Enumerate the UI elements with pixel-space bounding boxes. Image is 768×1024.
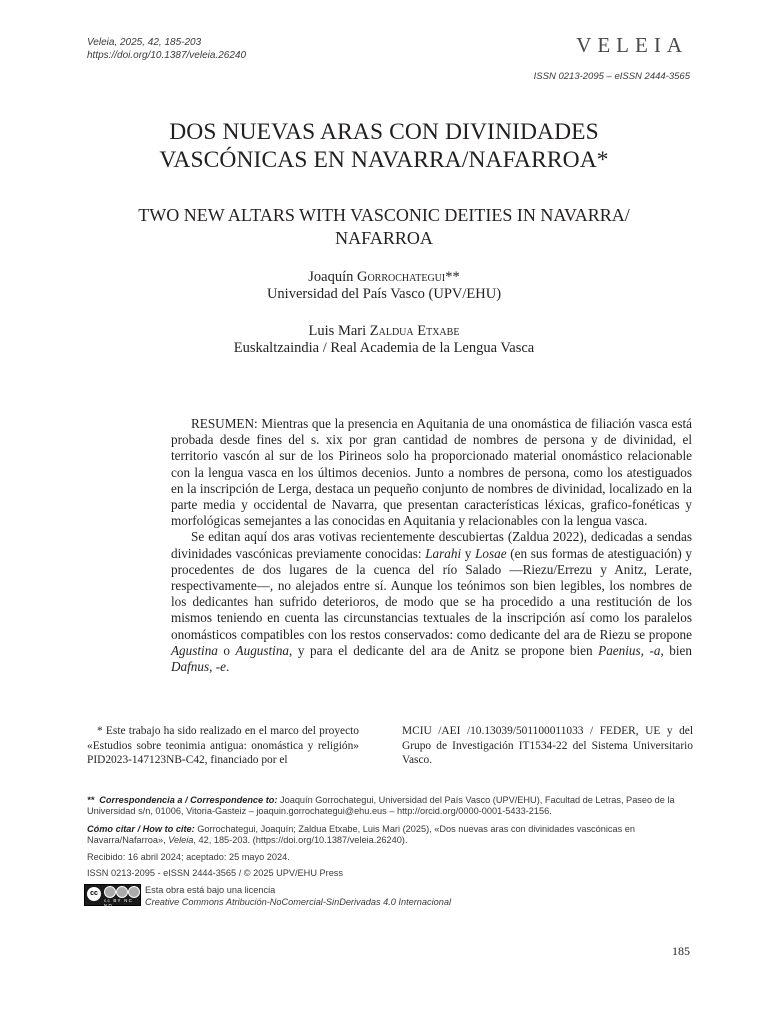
author-block-2 (0, 323, 768, 357)
author-first-name: Luis Mari (308, 323, 367, 339)
journal-citation-line: Veleia, 2025, 42, 185-203 (87, 37, 202, 48)
issn-copyright: ISSN 0213-2095 - eISSN 2444-3565 / © 2025 UPV/EHU Press (87, 868, 343, 878)
correspondence-mark: ** (87, 795, 95, 805)
abstract-text: (en sus formas de atestiguación) y procedentes de dos lugares de la cuenca del río Salado —Riezu/Errezu y Anitz, Lerate, respectivamente—, no alejados entre sí. Aunque los teónimos son bien legibles, los nombres de los dedicantes han sufrido deterioros, de modo que se ha procedido a una restitución de los mismos teniendo en cuenta las circunstancias textuales de la inscripción así como los paralelos onomásticos compatibles con los restos conservados: como dedicante del ara de Riezu se propone (171, 545, 692, 642)
author-affiliation: Euskaltzaindia / Real Academia de la Lengua Vasca (233, 340, 535, 356)
license-line-1: Esta obra está bajo una licencia (145, 885, 276, 895)
abstract-text: , bien (660, 642, 692, 658)
correspondence-label: Correspondencia a / Correspondence to: (99, 795, 278, 805)
author-name (0, 269, 768, 286)
footnote-mark[interactable]: ** (445, 269, 460, 285)
author-affiliation: Universidad del País Vasco (UPV/EHU) (266, 286, 502, 302)
doi-link[interactable]: https://doi.org/10.1387/veleia.26240 (87, 50, 247, 61)
abstract (171, 416, 692, 675)
license-line-2[interactable]: Creative Commons Atribución-NoComercial-SinDerivadas 4.0 Internacional (145, 896, 452, 907)
author-name (0, 323, 768, 340)
subtitle-line-2: NAFARROA (335, 228, 433, 248)
author-block-1 (0, 269, 768, 303)
nd-icon (128, 886, 140, 898)
how-to-cite-text-b: , 42, 185-203. (https://doi.org/10.1387/veleia.26240). (193, 835, 408, 846)
subtitle-line-1: TWO NEW ALTARS WITH VASCONIC DEITIES IN NAVARRA/ (138, 205, 630, 225)
abstract-paragraph-2 (171, 529, 692, 675)
issn-header: ISSN 0213-2095 – eISSN 2444-3565 (533, 71, 690, 82)
name-agustina: Agustina (171, 642, 218, 658)
abstract-paragraph-1: RESUMEN: Mientras que la presencia en Aquitania de una onomástica de filiación vasca está probada desde fines del s. xix por gran cantidad de nombres de persona y de divinidad, el territorio vascón al sur de los Pirineos solo ha proporcionado material onomástico relacionable con la lengua vasca en los últimos decenios. Junto a nombres de persona, como los atestiguados en la inscripción de Lerga, destaca un pequeño conjunto de nombres de divinidad, localizado en la parte media y occidental de Navarra, que presentan características léxicas, grafico-fonéticas y morfológicas semejantes a las conocidas en Aquitania y relacionables con la lengua vasca. (171, 416, 692, 529)
how-to-cite-text-a: Gorrochategui, Joaquín; Zaldua Etxabe, Luis Mari (2025), «Dos nuevas aras con divinidades vascónicas en Navarra/Nafarroa», (87, 824, 635, 846)
correspondence-text: Joaquín Gorrochategui, Universidad del País Vasco (UPV/EHU), Facultad de Letras, Paseo de la Universidad s/n, 01006, Vitoria-Gasteiz – joaquin.gorrochategui@ehu.eus – http://orcid.org/0000-0001-5433-2156. (87, 795, 675, 817)
article-title (0, 118, 768, 174)
footnote-column-1: * Este trabajo ha sido realizado en el marco del proyecto «Estudios sobre teonimia antigua: onomástica y religión» PID2023-147123NB-C42, financiado por el (87, 725, 359, 767)
how-to-cite (87, 824, 693, 847)
article-subtitle (0, 204, 768, 250)
author-first-name: Joaquín (308, 269, 354, 285)
journal-logo: VELEIA (576, 33, 688, 57)
name-augustina: Augustina (235, 642, 290, 658)
correspondence-note (87, 795, 693, 818)
abstract-text: Se editan aquí dos aras votivas recientemente descubiertas (Zaldua 2022), dedicadas a sendas divinidades vascónicas previamente conocidas: (171, 529, 692, 561)
author-last-name: Gorrochategui (356, 269, 446, 285)
how-to-cite-journal: Veleia (168, 835, 194, 846)
nc-icon (116, 886, 128, 898)
abstract-text: o (217, 642, 236, 658)
abstract-text: , y para el dedicante del ara de Anitz se propone bien (289, 642, 599, 658)
footnote-column-2: MCIU /AEI /10.13039/501100011033 / FEDER, UE y del Grupo de Investigación IT1534-22 del Sistema Universitario Vasco. (402, 725, 693, 767)
license-note (145, 885, 451, 908)
title-line-2: VASCÓNICAS EN NAVARRA/NAFARROA* (159, 147, 609, 173)
cc-badge-text: cc BY NC ND (104, 898, 134, 908)
deity-name-larahi: Larahi (425, 545, 462, 561)
author-last-name: Zaldua Etxabe (369, 323, 460, 339)
abstract-text: y (461, 545, 476, 561)
abstract-text: . (225, 659, 230, 675)
cc-icon: cc (87, 887, 101, 901)
how-to-cite-label: Cómo citar / How to cite: (87, 824, 195, 834)
name-paenius: Paenius, -a (598, 642, 661, 658)
title-line-1: DOS NUEVAS ARAS CON DIVINIDADES (169, 119, 599, 145)
page-number: 185 (672, 944, 690, 958)
received-dates: Recibido: 16 abril 2024; aceptado: 25 mayo 2024. (87, 852, 290, 862)
cc-license-badge[interactable] (84, 884, 141, 906)
by-icon (104, 886, 116, 898)
deity-name-losae: Losae (475, 545, 507, 561)
name-dafnus: Dafnus, -e (171, 659, 226, 675)
journal-header (87, 36, 246, 62)
